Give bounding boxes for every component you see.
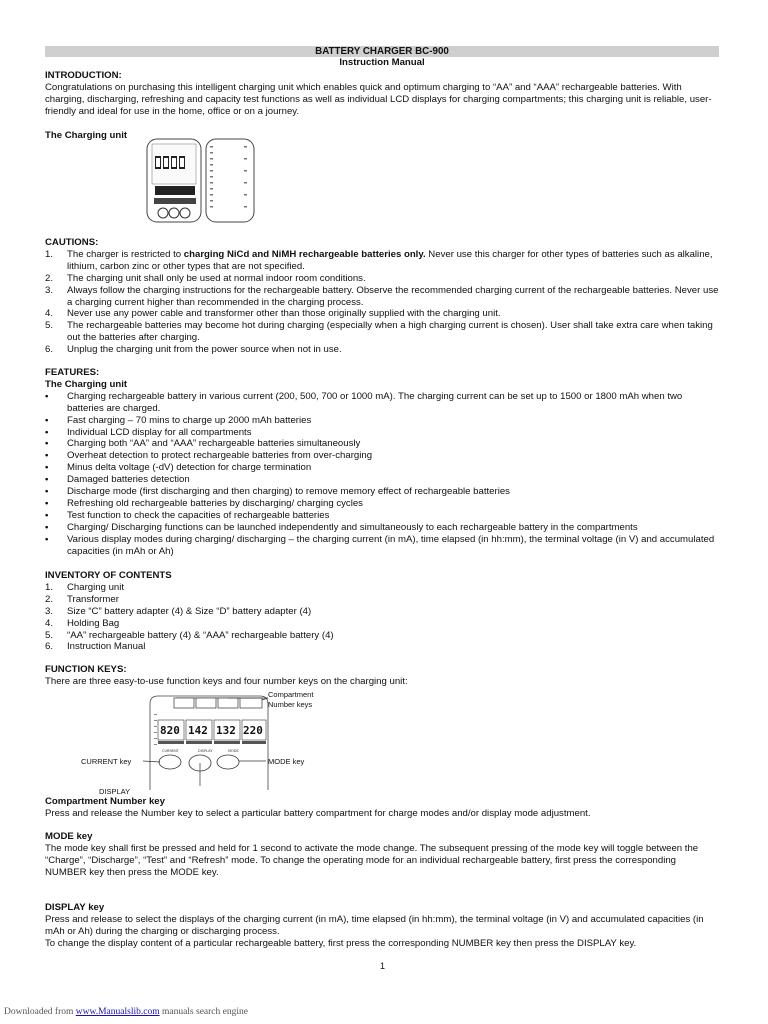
current-key-label: CURRENT key	[81, 757, 132, 766]
compartment-number-key-heading: Compartment Number key	[45, 796, 165, 807]
caution-text: Unplug the charging unit from the power source when not in use.	[67, 344, 342, 356]
inventory-text: Size “C” battery adapter (4) & Size “D” battery adapter (4)	[67, 605, 312, 617]
mode-key-heading: MODE key	[45, 831, 93, 842]
bullet-icon: •	[45, 426, 49, 438]
caution-emphasis: charging NiCd and NiMH rechargeable batteries only.	[183, 248, 426, 260]
lcd-value-4: 220	[243, 724, 263, 737]
feature-text: Charging both “AA” and “AAA” rechargeable batteries simultaneously	[67, 438, 361, 450]
compartment-pointer-line	[228, 695, 268, 700]
caution-text: Never use any power cable and transformer other than those originally supplied with the charging unit.	[67, 308, 501, 320]
inventory-item	[45, 582, 719, 594]
display-key-heading: DISPLAY key	[45, 902, 105, 913]
feature-text: Minus delta voltage (-dV) detection for charge termination	[67, 462, 312, 474]
cautions-list	[45, 249, 719, 356]
inventory-number: 4.	[45, 617, 54, 629]
caution-item	[45, 285, 719, 309]
page-number: 1	[380, 961, 386, 971]
display-key-section	[45, 902, 719, 950]
function-keys-text: There are three easy-to-use function keys and four number keys on the charging unit:	[45, 675, 408, 687]
bullet-icon: •	[45, 414, 49, 426]
inventory-item	[45, 618, 719, 630]
feature-text: Charging rechargeable battery in various current (200, 500, 700 or 1000 mA). The charging current can be set up to 1500 or 1800 mAh when two batteries are charged.	[67, 390, 683, 414]
mode-key-section	[45, 831, 719, 879]
feature-item	[45, 486, 719, 498]
inventory-text: Charging unit	[67, 581, 125, 593]
lcd-value-2: 142	[188, 724, 208, 737]
mode-key-label: MODE key	[268, 757, 305, 766]
inventory-item	[45, 594, 719, 606]
feature-text: Test function to check the capacities of rechargeable batteries	[67, 509, 330, 521]
caution-number: 3.	[45, 284, 54, 296]
function-keys-heading: FUNCTION KEYS:	[45, 664, 127, 675]
bullet-icon: •	[45, 390, 49, 402]
introduction-section	[45, 70, 719, 142]
inventory-number: 2.	[45, 593, 54, 605]
caution-number: 2.	[45, 272, 54, 284]
display-key-text-1: Press and release to select the displays of the charging current (in mA), time elapsed (in hh:mm), the terminal voltage (in V) and accumulated capacities (in mAh or Ah) during the charging or discharging process.	[45, 913, 704, 937]
charging-unit-illustration	[146, 138, 256, 224]
features-subheading: The Charging unit	[45, 378, 128, 390]
inventory-item	[45, 606, 719, 618]
feature-item	[45, 522, 719, 534]
inventory-number: 1.	[45, 581, 54, 593]
feature-text: Discharge mode (first discharging and then charging) to remove memory effect of rechargeable batteries	[67, 486, 510, 498]
lcd-value-1: 820	[160, 724, 180, 737]
function-keys-section	[45, 664, 719, 688]
button-label-display: DISPLAY	[198, 749, 213, 753]
document-title: BATTERY CHARGER BC-900	[315, 46, 449, 57]
bullet-icon: •	[45, 462, 49, 474]
inventory-list	[45, 582, 719, 653]
caution-item	[45, 273, 719, 285]
bullet-icon: •	[45, 450, 49, 462]
inventory-text: Holding Bag	[67, 617, 120, 629]
footer-prefix: Downloaded from	[4, 1007, 76, 1017]
feature-item	[45, 415, 719, 427]
caution-number: 6.	[45, 344, 54, 356]
inventory-number: 3.	[45, 605, 54, 617]
caution-text: The rechargeable batteries may become hot during charging (especially when a high charging current is chosen). User shall take extra care when taking out the batteries after charging.	[67, 320, 713, 344]
feature-item	[45, 438, 719, 450]
mode-key-text: The mode key shall first be pressed and held for 1 second to activate the mode change. The subsequent pressing of the mode key will toggle between the “Charge”, “Discharge”, “Test” and “Refresh” mode. To change the operating mode for an individual rechargeable battery, first press the corresponding NUMBER key then press the MODE key.	[45, 842, 699, 878]
caution-text: Always follow the charging instructions for the rechargeable battery. Observe the recommended charging current of the rechargeable batteries. Never use a charging current higher than recommended in the charging process.	[67, 284, 719, 308]
document-subtitle: Instruction Manual	[339, 57, 425, 68]
bullet-icon: •	[45, 486, 49, 498]
feature-text: Overheat detection to protect rechargeable batteries from over-charging	[67, 450, 373, 462]
feature-text: Damaged batteries detection	[67, 474, 190, 486]
lcd-value-3: 132	[216, 724, 236, 737]
feature-text: Individual LCD display for all compartments	[67, 426, 252, 438]
inventory-item	[45, 630, 719, 642]
caution-number: 4.	[45, 308, 54, 320]
feature-item	[45, 474, 719, 486]
display-key-label: DISPLAY	[99, 787, 131, 796]
caution-number: 1.	[45, 248, 54, 260]
footer	[4, 1007, 248, 1019]
bullet-icon: •	[45, 509, 49, 521]
bullet-icon: •	[45, 521, 49, 533]
display-key-text-2: To change the display content of a particular rechargeable battery, first press the corresponding NUMBER key then press the DISPLAY key.	[45, 937, 637, 949]
caution-item	[45, 308, 719, 320]
cautions-section	[45, 237, 719, 356]
features-heading: FEATURES:	[45, 367, 100, 378]
caution-item	[45, 320, 719, 344]
compartment-number-keys-label: Compartment Number keys	[268, 690, 314, 709]
introduction-text: Congratulations on purchasing this intelligent charging unit which enables quick and optimum charging to “AA” and “AAA” rechargeable batteries. With charging, discharging, refreshing and capacity test functions as well as individual LCD displays for charging compartments; this charging unit is reliable, user-friendly and ideal for use in the home, office or on a journey.	[45, 81, 712, 117]
button-label-current: CURRENT	[162, 749, 179, 753]
caution-number: 5.	[45, 320, 54, 332]
caution-item	[45, 249, 719, 273]
footer-suffix: manuals search engine	[159, 1007, 248, 1017]
feature-item	[45, 391, 719, 415]
inventory-text: Instruction Manual	[67, 641, 146, 653]
feature-item	[45, 450, 719, 462]
inventory-section	[45, 570, 719, 653]
introduction-heading: INTRODUCTION:	[45, 70, 122, 81]
inventory-number: 5.	[45, 629, 54, 641]
feature-text: Various display modes during charging/ discharging – the charging current (in mA), time elapsed (in hh:mm), the terminal voltage (in V) and accumulated capacities (in mAh or Ah)	[67, 533, 715, 557]
feature-item	[45, 498, 719, 510]
bullet-icon: •	[45, 533, 49, 545]
bullet-icon: •	[45, 438, 49, 450]
cautions-heading: CAUTIONS:	[45, 237, 99, 248]
feature-text: Fast charging – 70 mins to charge up 2000 mAh batteries	[67, 414, 312, 426]
features-list	[45, 391, 719, 558]
inventory-item	[45, 641, 719, 653]
inventory-text: Transformer	[67, 593, 119, 605]
feature-item	[45, 510, 719, 522]
compartment-number-key-section	[45, 796, 719, 820]
button-label-mode: MODE	[228, 749, 239, 753]
inventory-number: 6.	[45, 641, 54, 653]
charging-unit-heading: The Charging unit	[45, 129, 128, 141]
caution-text: The charging unit shall only be used at normal indoor room conditions.	[67, 272, 366, 284]
manualslib-link[interactable]: www.Manualslib.com	[75, 1007, 160, 1017]
feature-text: Refreshing old rechargeable batteries by discharging/ charging cycles	[67, 497, 363, 509]
compartment-number-key-text: Press and release the Number key to select a particular battery compartment for charge modes and/or display mode adjustment.	[45, 807, 591, 819]
caution-item	[45, 344, 719, 356]
feature-item	[45, 462, 719, 474]
bullet-icon: •	[45, 474, 49, 486]
caution-text: The charger is restricted to	[67, 248, 184, 260]
caution-text-continued: Never use this charger for other types of batteries such as alkaline, lithium, carbon zinc or other types that are not specified.	[67, 248, 713, 272]
feature-item	[45, 427, 719, 439]
feature-text: Charging/ Discharging functions can be launched independently and simultaneously to each rechargeable battery in the compartments	[67, 521, 638, 533]
features-section	[45, 367, 719, 558]
bullet-icon: •	[45, 497, 49, 509]
inventory-text: “AA” rechargeable battery (4) & “AAA” rechargeable battery (4)	[67, 629, 334, 641]
feature-item	[45, 534, 719, 558]
inventory-heading: INVENTORY OF CONTENTS	[45, 570, 172, 581]
